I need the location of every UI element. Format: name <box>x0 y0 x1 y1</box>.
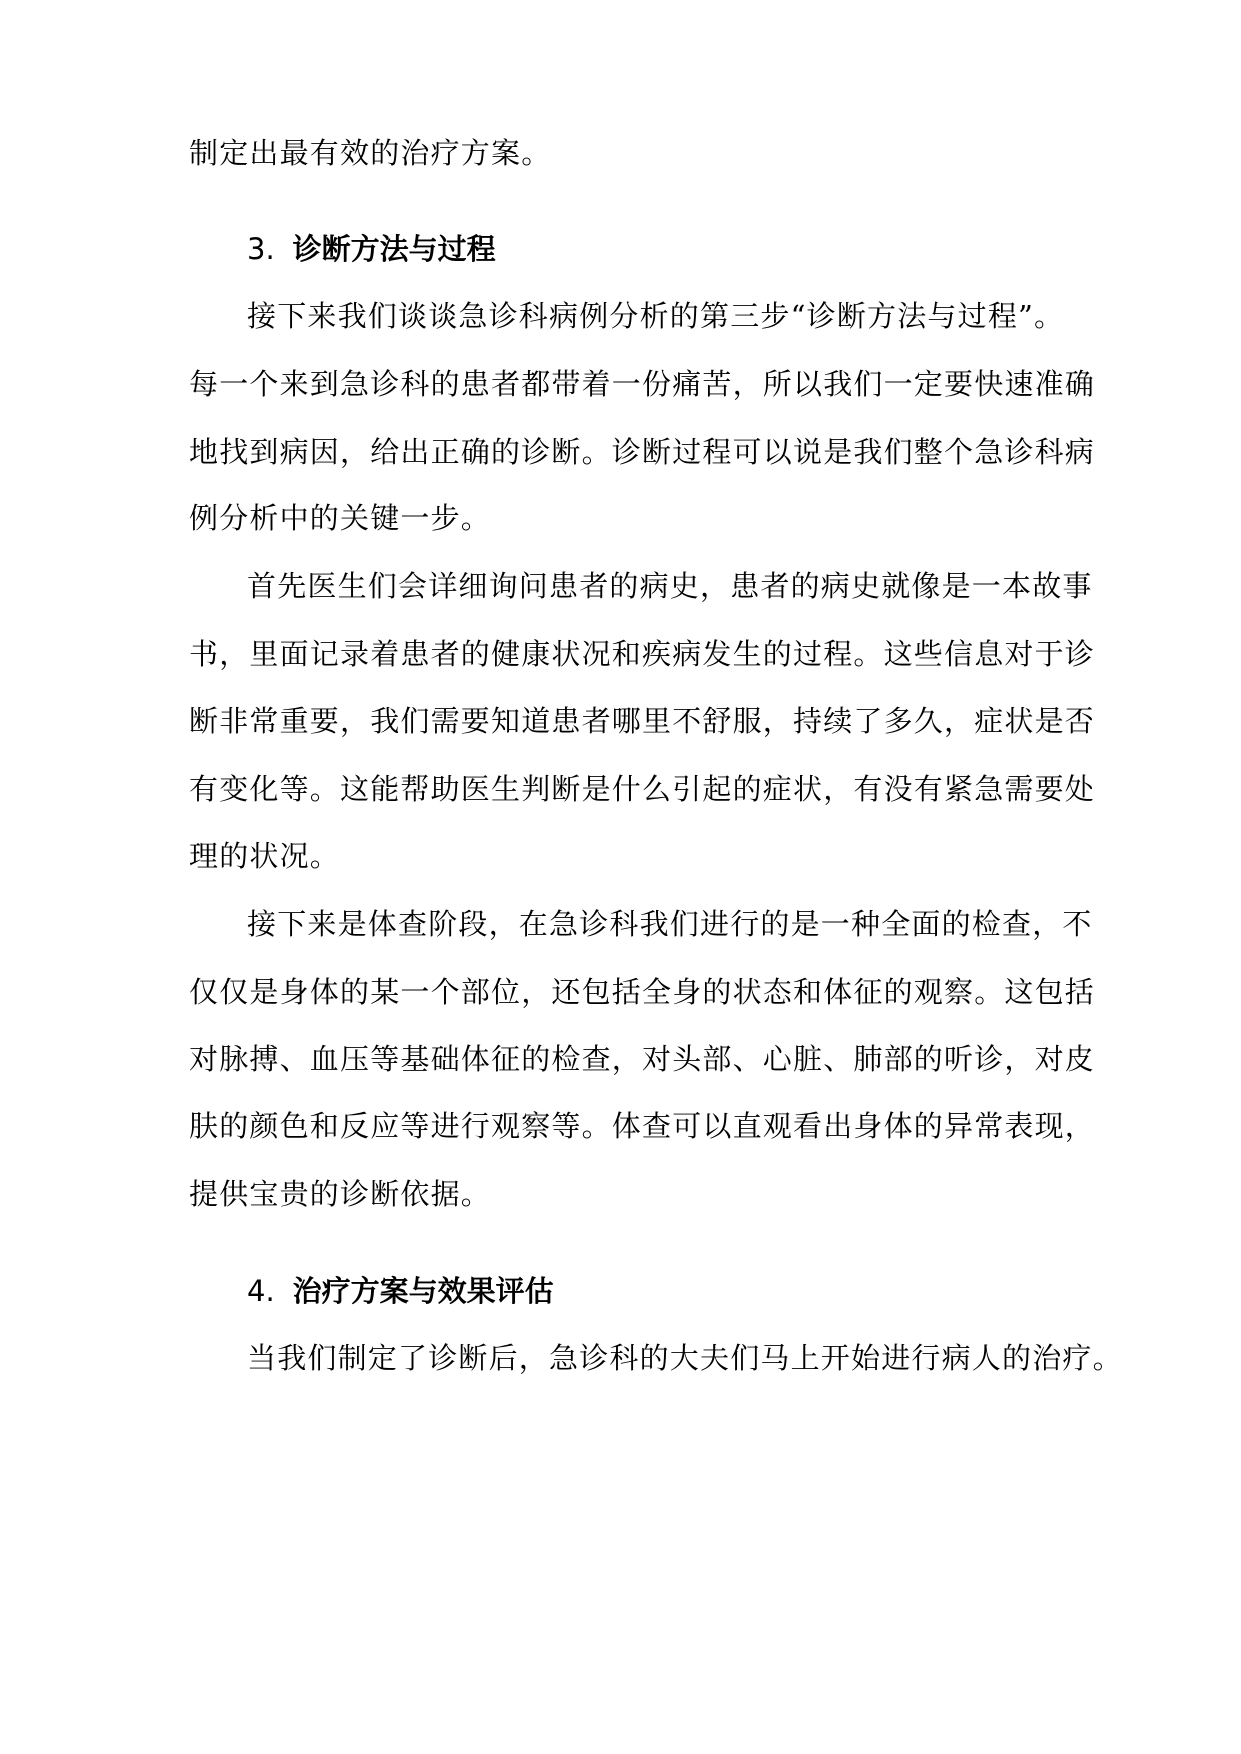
paragraph-line: 首先医生们会详细询问患者的病史，患者的病史就像是一本故事 <box>247 569 1093 603</box>
paragraph-line: 肤的颜色和反应等进行观察等。体查可以直观看出身体的异常表现， <box>189 1109 1096 1143</box>
paragraph-line: 断非常重要，我们需要知道患者哪里不舒服，持续了多久，症状是否 <box>189 704 1096 738</box>
paragraph-line: 例分析中的关键一步。 <box>189 501 492 535</box>
section-title: 治疗方案与效果评估 <box>292 1274 554 1308</box>
paragraph-line: 书，里面记录着患者的健康状况和疾病发生的过程。这些信息对于诊 <box>189 637 1096 671</box>
paragraph-line: 当我们制定了诊断后，急诊科的大夫们马上开始进行病人的治疗。 <box>247 1341 1123 1375</box>
paragraph-line: 有变化等。这能帮助医生判断是什么引起的症状，有没有紧急需要处 <box>189 772 1096 806</box>
section-title: 诊断方法与过程 <box>292 232 496 266</box>
paragraph-line: 对脉搏、血压等基础体征的检查，对头部、心脏、肺部的听诊，对皮 <box>189 1042 1096 1076</box>
paragraph-line: 接下来我们谈谈急诊科病例分析的第三步“诊断方法与过程”。 <box>247 299 1065 333</box>
paragraph-line: 理的状况。 <box>189 839 341 873</box>
section-heading-3 <box>247 229 496 269</box>
paragraph-line: 制定出最有效的治疗方案。 <box>189 136 552 170</box>
section-number: 4. <box>247 1274 275 1308</box>
paragraph-line: 提供宝贵的诊断依据。 <box>189 1177 492 1211</box>
paragraph-line: 地找到病因，给出正确的诊断。诊断过程可以说是我们整个急诊科病 <box>189 435 1096 469</box>
paragraph-line: 接下来是体查阶段，在急诊科我们进行的是一种全面的检查，不 <box>247 907 1093 941</box>
section-number: 3. <box>247 232 275 266</box>
section-heading-4 <box>247 1271 554 1311</box>
paragraph-line: 每一个来到急诊科的患者都带着一份痛苦，所以我们一定要快速准确 <box>189 367 1096 401</box>
paragraph-line: 仅仅是身体的某一个部位，还包括全身的状态和体征的观察。这包括 <box>189 975 1096 1009</box>
